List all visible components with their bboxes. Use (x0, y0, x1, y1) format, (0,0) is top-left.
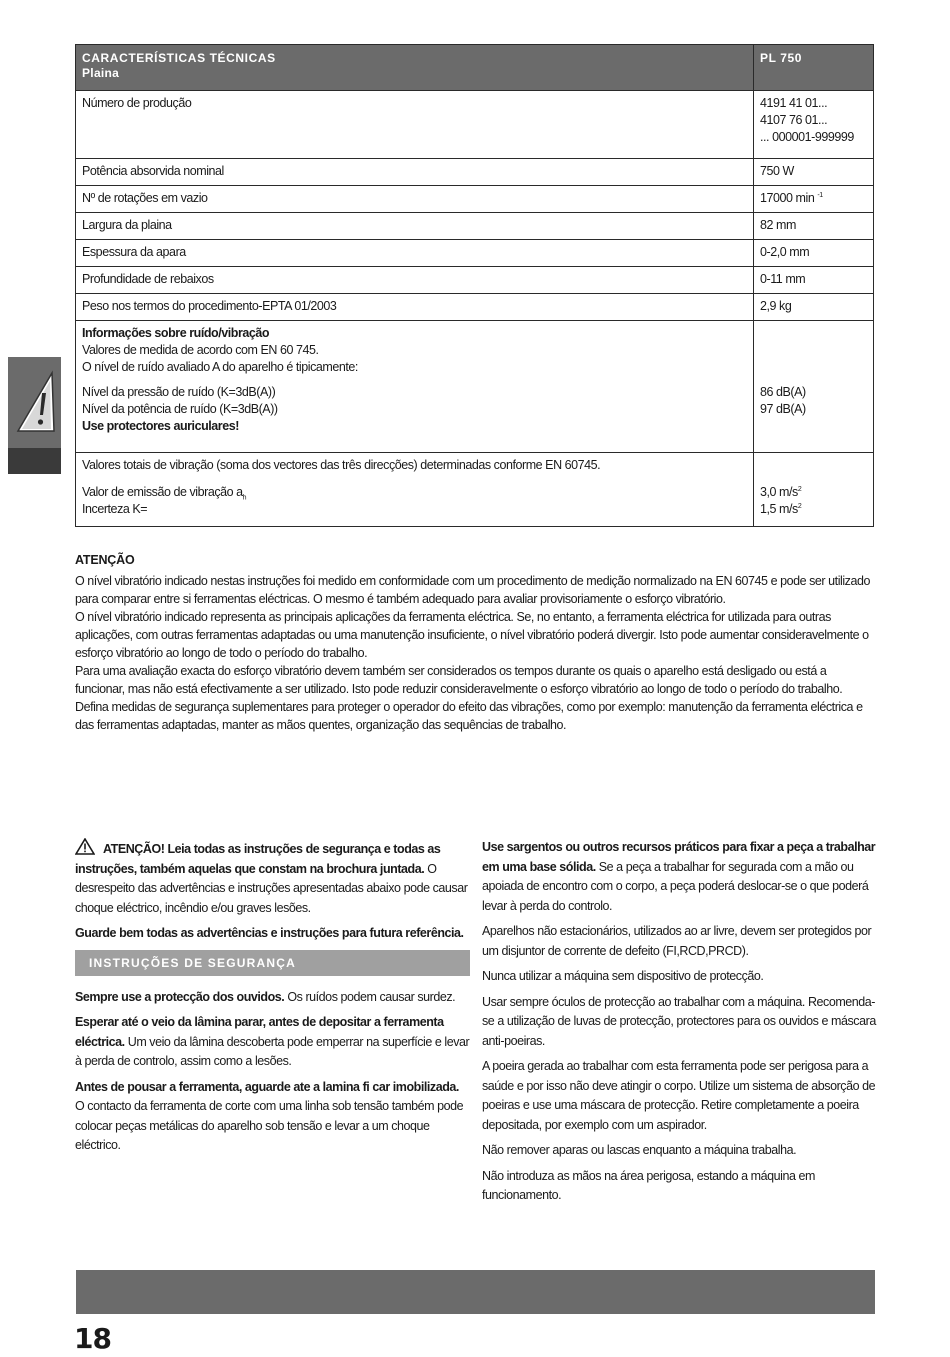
safety-item (75, 1013, 470, 1072)
emission-value-text: 3,0 m/s (760, 485, 798, 499)
spec-header-subtitle: Plaina (82, 66, 120, 80)
noise-pressure-label: Nível da pressão de ruído (K=3dB(A)) (82, 385, 276, 399)
left-column (75, 838, 470, 1162)
row-label: Espessura da apara (76, 240, 754, 267)
right-column (482, 838, 877, 1212)
safety-item (75, 1078, 470, 1156)
general-warning (75, 838, 470, 918)
safety-item: A poeira gerada ao trabalhar com esta ferramenta pode ser perigosa para a saúde e por isso não deve atingir o corpo. Utilize um sistema de absorção de poeiras e use uma máscara de protecção. Retire completamente a poeira depositada, por exemplo com um aspirador. (482, 1059, 876, 1132)
row-label: Nº de rotações em vazio (76, 186, 754, 213)
rpm-unit-sup: -1 (817, 191, 823, 199)
emission-unit-sup: 2 (797, 485, 802, 493)
uncertainty-value-text: 1,5 m/s (760, 502, 798, 516)
production-number-1: 4191 41 01... (760, 96, 828, 110)
safety-item (75, 988, 470, 1008)
vibration-line-1: Valores totais de vibração (soma dos vectores das três direcções) determinadas conforme EN 60745. (82, 458, 601, 472)
row-label: Potência absorvida nominal (76, 159, 754, 186)
row-label: Número de produção (76, 91, 754, 159)
row-label: Peso nos termos do procedimento-EPTA 01/2003 (76, 294, 754, 321)
safety-section-title: INSTRUÇÕES DE SEGURANÇA (75, 950, 470, 976)
safety-item: Nunca utilizar a máquina sem dispositivo de protecção. (482, 969, 764, 983)
row-label: Profundidade de rebaixos (76, 267, 754, 294)
safety-item: Aparelhos não estacionários, utilizados ao ar livre, devem ser protegidos por um disjuntor de corrente de defeito (FI,RCD,PRCD). (482, 924, 872, 958)
noise-values-cell (754, 321, 874, 453)
row-value: 0-2,0 mm (754, 240, 874, 267)
safety-item-bold: Esperar até o veio da lâmina parar, antes de depositar a ferramenta eléctrica. (75, 1015, 444, 1049)
table-row (76, 186, 874, 213)
noise-info-cell (76, 321, 754, 453)
ear-protection-note: Use protectores auriculares! (82, 419, 239, 433)
table-row (76, 294, 874, 321)
noise-power-value: 97 dB(A) (760, 402, 806, 416)
vibration-uncertainty-label: Incerteza K= (82, 502, 148, 516)
noise-line-1: Valores de medida de acordo com EN 60 745. (82, 343, 319, 357)
vibration-emission-text: Valor de emissão de vibração a (82, 485, 243, 499)
attention-paragraph-4: Defina medidas de segurança suplementares para proteger o operador do efeito das vibrações, como por exemplo: manutenção da ferramenta eléctrica e das ferramentas adaptadas, manter as mãos quentes, organização das sequências de trabalho. (75, 700, 863, 732)
row-value: 0-11 mm (754, 267, 874, 294)
general-warning-bold: ATENÇÃO! Leia todas as instruções de segurança e todas as instruções, também aquelas que constam na brochura juntada. (75, 842, 441, 876)
safety-item-bold: Antes de pousar a ferramenta, aguarde ate a lamina fi car imobilizada. (75, 1079, 459, 1094)
safety-item-text: O contacto da ferramenta de corte com uma linha sob tensão também pode colocar peças metálicas do aparelho sob tensão e levar a um choque eléctrico. (75, 1099, 464, 1152)
production-number-2: 4107 76 01... (760, 113, 828, 127)
safety-item-text: Os ruídos podem causar surdez. (284, 989, 456, 1004)
table-row (76, 267, 874, 294)
page-number: 18 (74, 1322, 111, 1355)
spec-header-title-cell (76, 45, 754, 91)
vibration-emission-label (82, 484, 747, 501)
attention-block (75, 551, 875, 734)
attention-paragraph-2: O nível vibratório indicado representa as principais aplicações da ferramenta eléctrica. Se, no entanto, a ferramenta eléctrica for utilizada para outras aplicações, com outras ferramentas adaptadas ou uma manutenção insuficiente, o nível vibratório poderá divergir. Isto pode aumentar consideravelmente o esforço vibratório ao longo de todo o período do trabalho. (75, 610, 869, 660)
noise-line-2: O nível de ruído avaliado A do aparelho é tipicamente: (82, 360, 358, 374)
row-value (754, 91, 874, 159)
row-label: Largura da plaina (76, 213, 754, 240)
spec-header-title: CARACTERÍSTICAS TÉCNICAS (82, 51, 276, 65)
vibration-values-cell (754, 453, 874, 527)
row-value: 750 W (754, 159, 874, 186)
general-warning-text: O desrespeito das advertências e instruções apresentadas abaixo pode causar choque eléctrico, incêndio e/ou graves lesões. (75, 861, 468, 915)
warning-triangle-icon (75, 838, 95, 855)
vibration-emission-value (760, 484, 867, 501)
safety-item: Não introduza as mãos na área perigosa, estando a máquina em funcionamento. (482, 1168, 815, 1202)
safety-item-bold: Sempre use a protecção dos ouvidos. (75, 989, 285, 1004)
safety-item-bold: Use sargentos ou outros recursos práticos para fixar a peça a trabalhar em uma base sólida. (482, 840, 876, 874)
table-row (76, 159, 874, 186)
vibration-row (76, 453, 874, 527)
safety-item: Usar sempre óculos de protecção ao trabalhar com a máquina. Recomenda-se a utilização de luvas de protecção, protectores para os ouvidos e máscara anti-poeiras. (482, 994, 876, 1048)
side-warning-tab (8, 357, 61, 474)
attention-paragraph-3: Para uma avaliação exacta do esforço vibratório devem também ser considerados os tempos durante os quais o aparelho está desligado ou está a funcionar, mas não está efectivamente a ser utilizado. Isto pode reduzir consideravelmente o esforço vibratório ao longo de todo o período do trabalho. (75, 664, 843, 696)
warning-triangle-icon (12, 369, 58, 439)
row-value: 82 mm (754, 213, 874, 240)
noise-power-label: Nível da potência de ruído (K=3dB(A)) (82, 402, 278, 416)
table-row (76, 91, 874, 159)
attention-paragraph-1: O nível vibratório indicado nestas instruções foi medido em conformidade com um procedimento de medição normalizado na EN 60745 e pode ser utilizado para comparar entre si ferramentas eléctricas. O mesmo é também adequado para avaliar provisoriamente o esforço vibratório. (75, 574, 870, 606)
vibration-uncertainty-value (760, 501, 867, 518)
keep-instructions: Guarde bem todas as advertências e instruções para futura referência. (75, 926, 464, 940)
table-row (76, 213, 874, 240)
footer-bar (76, 1270, 875, 1314)
spec-table-header (76, 45, 874, 91)
safety-item-text: Um veio da lâmina descoberta pode emperrar na superfície e levar à perda de controlo, assim como a lesões. (75, 1034, 470, 1068)
row-value: 2,9 kg (754, 294, 874, 321)
safety-item-text: Se a peça a trabalhar for segurada com a mão ou apoiada de encontro com o corpo, a peça poderá deslocar-se o que poderá levar à perda do controlo. (482, 859, 869, 913)
vibration-info-cell (76, 453, 754, 527)
attention-title: ATENÇÃO (75, 553, 135, 567)
safety-item (482, 838, 877, 916)
row-value (754, 186, 874, 213)
spec-header-model: PL 750 (754, 45, 874, 91)
rpm-value: 17000 min (760, 191, 815, 205)
noise-row (76, 321, 874, 453)
noise-pressure-value: 86 dB(A) (760, 385, 806, 399)
table-row (76, 240, 874, 267)
spec-table (75, 44, 874, 527)
uncertainty-unit-sup: 2 (797, 502, 802, 510)
emission-subscript: h (242, 494, 247, 502)
safety-item: Não remover aparas ou lascas enquanto a máquina trabalha. (482, 1143, 797, 1157)
production-number-range: ... 000001-999999 (760, 130, 854, 144)
noise-title: Informações sobre ruído/vibração (82, 326, 270, 340)
